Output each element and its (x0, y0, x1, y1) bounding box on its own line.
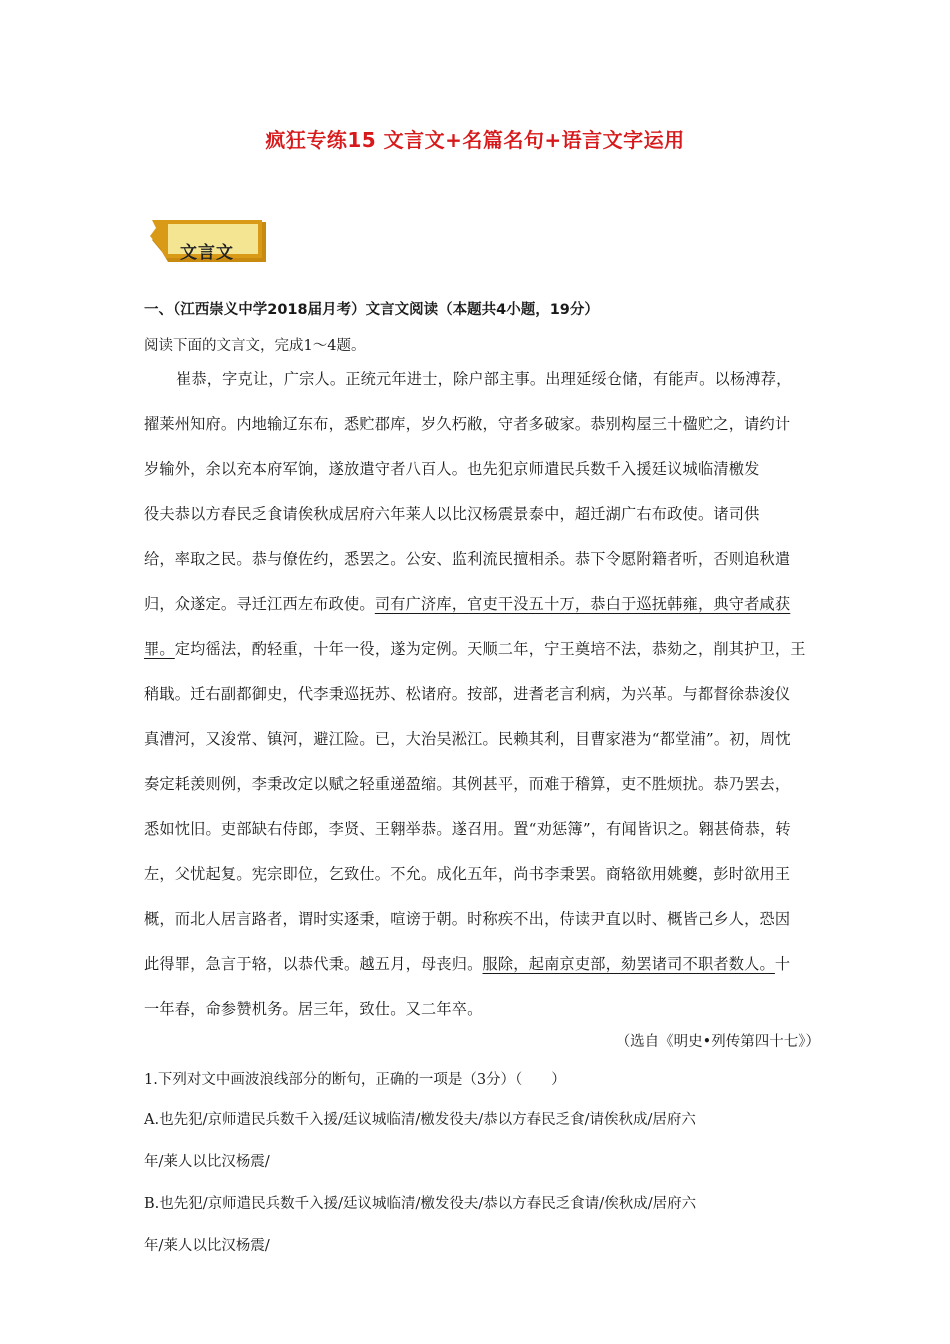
passage-line: 左，父忧起复。宪宗即位，乞致仕。不允。成化五年，尚书李秉罢。商辂欲用姚夔，彭时欲用王 (144, 865, 791, 883)
passage-text: 此得罪，急言于辂，以恭代秉。越五月，母丧归。 (144, 955, 483, 973)
instruction: 阅读下面的文言文，完成1～4题。 (144, 338, 366, 354)
passage-line: 奏定耗羡则例，李秉改定以赋之轻重递盈缩。其例甚平，而难于稽算，吏不胜烦扰。恭乃罢去， (144, 775, 791, 793)
passage-line: 给，率取之民。恭与僚佐约，悉罢之。公安、监利流民擅相杀。恭下令愿附籍者听，否则追秋遣 (144, 550, 791, 568)
passage-line: 一年春，命参赞机务。居三年，致仕。又二年卒。 (144, 1000, 483, 1018)
passage-line: 真漕河，又浚常、镇河，避江险。已，大治吴淞江。民赖其利，目曹家港为“都堂浦”。初，周忱 (144, 730, 791, 748)
passage-line: 稍戢。迁右副都御史，代李秉巡抚苏、松诸府。按部，进耆老言利病，为兴革。与都督徐恭浚仪 (144, 685, 791, 703)
question-1: 1.下列对文中画波浪线部分的断句，正确的一项是（3分）（ ） (144, 1072, 566, 1088)
option-a-line: 年/莱人以比汉杨震/ (144, 1154, 270, 1170)
source-citation: （选自《明史•列传第四十七》） (615, 1034, 820, 1050)
passage-line (144, 638, 808, 659)
question-header: 一、（江西崇义中学2018届月考）文言文阅读（本题共4小题，19分） (144, 302, 599, 318)
underlined-sentence: 罪。 (144, 640, 175, 658)
option-a-line: A.也先犯/京师遣民兵数千入援/廷议城临清/檄发役夫/恭以方春民乏食/请俟秋成/居府六 (144, 1112, 696, 1128)
passage-line: 岁输外，余以充本府军饷，遂放遣守者八百人。也先犯京师遣民兵数千入援廷议城临清檄发 (144, 460, 760, 478)
passage-line: 役夫恭以方春民乏食请俟秋成居府六年莱人以比汉杨震景泰中，超迁湖广右布政使。诸司供 (144, 505, 760, 523)
passage-line (144, 953, 808, 974)
passage-line: 概，而北人居言路者，谓时实逐秉，喧谤于朝。时称疾不出，侍读尹直以时、概皆己乡人，恐因 (144, 910, 791, 928)
passage-text: 定均徭法，酌轻重，十年一役，遂为定例。天顺二年，宁王奠培不法，恭劾之，削其护卫，王 (174, 640, 806, 658)
underlined-sentence: 服除，起南京吏部，劾罢诸司不职者数人。 (482, 955, 775, 973)
passage-text: 十 (774, 955, 791, 973)
option-b-line: 年/莱人以比汉杨震/ (144, 1238, 270, 1254)
passage-line (144, 593, 808, 614)
passage-line: 悉如忱旧。吏部缺右侍郎，李贤、王翱举恭。遂召用。置“劝惩簿”，有闻皆识之。翱甚倚恭，转 (144, 820, 791, 838)
passage-line: 崔恭，字克让，广宗人。正统元年进士，除户部主事。出理延绥仓储，有能声。以杨溥荐， (176, 370, 792, 388)
passage-text: 归，众遂定。寻迁江西左布政使。 (144, 595, 375, 613)
option-b-line: B.也先犯/京师遣民兵数千入援/廷议城临清/檄发役夫/恭以方春民乏食请/俟秋成/居府六 (144, 1196, 697, 1212)
page-title: 疯狂专练15 文言文+名篇名句+语言文字运用 (265, 128, 685, 152)
underlined-sentence: 司有广济库，官吏干没五十万，恭白于巡抚韩雍，典守者咸获 (374, 595, 791, 613)
passage-line: 擢莱州知府。内地输辽东布，悉贮郡库，岁久朽敝，守者多破家。恭别构屋三十楹贮之，请约计 (144, 415, 791, 433)
section-badge-label: 文言文 (180, 243, 234, 263)
